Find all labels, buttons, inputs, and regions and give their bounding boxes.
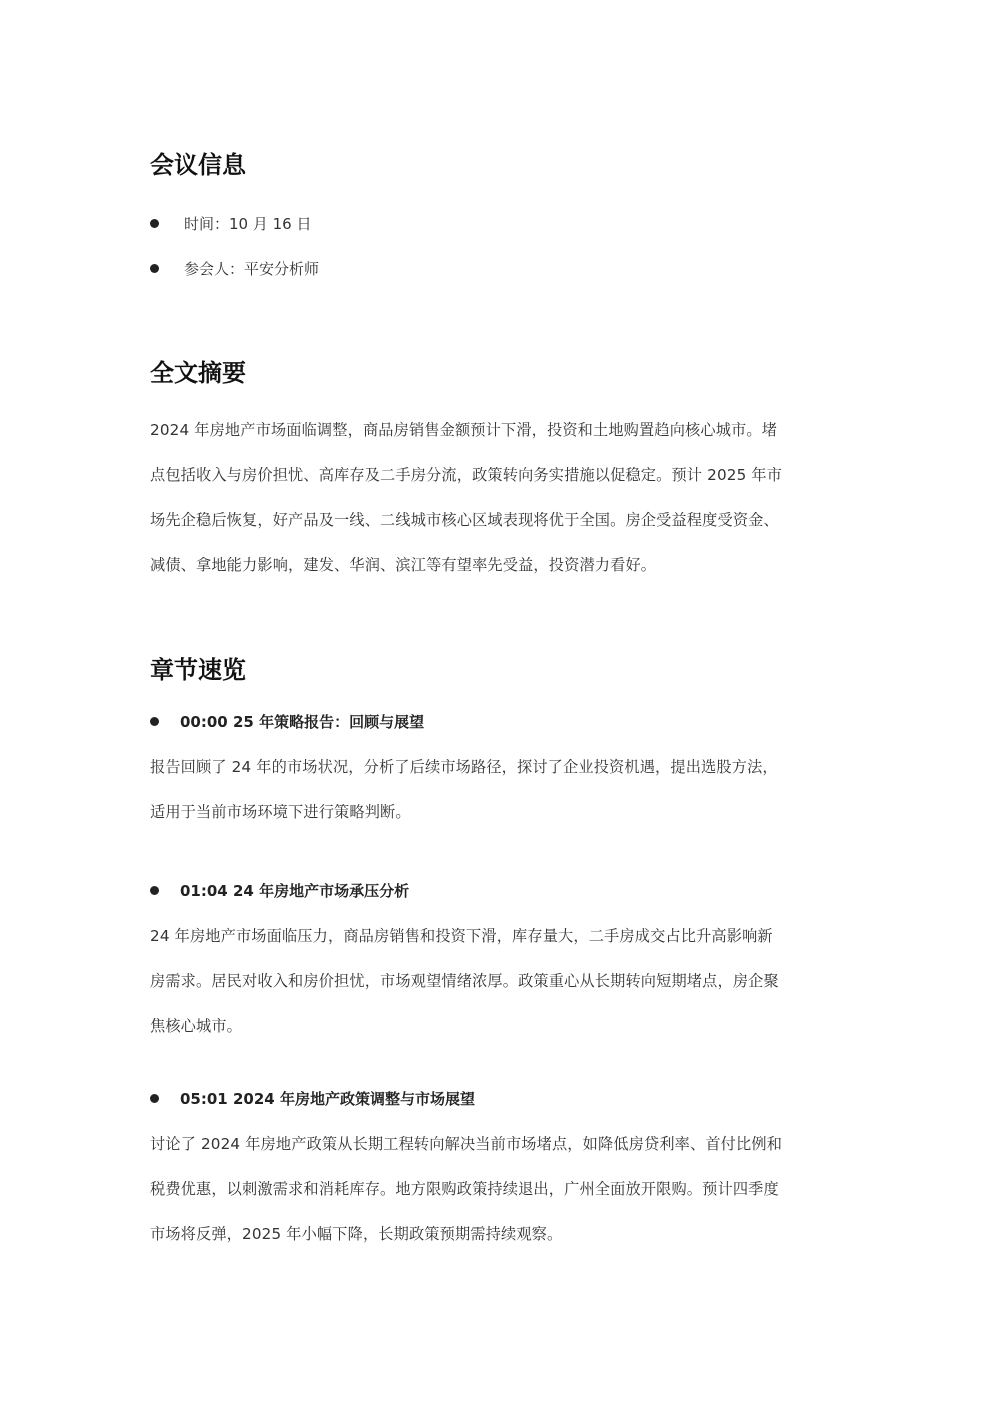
- summary-line: 减债、拿地能力影响，建发、华润、滨江等有望率先受益，投资潜力看好。: [150, 556, 657, 574]
- chapter-paragraph: [150, 1129, 850, 1264]
- chapter-heading: [150, 1086, 475, 1110]
- meeting-time-item: [150, 211, 312, 235]
- bullet-icon: [150, 886, 159, 895]
- bullet-icon: [150, 717, 159, 726]
- summary-paragraph: [150, 415, 850, 595]
- chapter-heading: [150, 878, 409, 902]
- bullet-icon: [150, 264, 159, 273]
- bullet-icon: [150, 1094, 159, 1103]
- chapter-paragraph: [150, 921, 850, 1056]
- summary-title: 全文摘要: [150, 359, 246, 387]
- chapter-line: 24 年房地产市场面临压力，商品房销售和投资下滑，库存量大，二手房成交占比升高影响新: [150, 927, 773, 945]
- meeting-info-title: 会议信息: [150, 151, 246, 179]
- chapter-line: 房需求。居民对收入和房价担忧，市场观望情绪浓厚。政策重心从长期转向短期堵点，房企聚: [150, 972, 779, 990]
- chapter-line: 税费优惠，以刺激需求和消耗库存。地方限购政策持续退出，广州全面放开限购。预计四季度: [150, 1180, 779, 1198]
- meeting-attendee-label: 参会人：: [184, 259, 245, 278]
- summary-line: 场先企稳后恢复，好产品及一线、二线城市核心区域表现将优于全国。房企受益程度受资金、: [150, 511, 779, 529]
- meeting-time-value: 10 月 16 日: [229, 214, 312, 233]
- meeting-time-text: [184, 213, 312, 234]
- bullet-icon: [150, 219, 159, 228]
- chapter-heading-text: 05:01 2024 年房地产政策调整与市场展望: [180, 1089, 475, 1108]
- chapter-heading: [150, 709, 424, 733]
- chapter-line: 报告回顾了 24 年的市场状况，分析了后续市场路径，探讨了企业投资机遇，提出选股方法，: [150, 758, 778, 776]
- meeting-attendee-value: 平安分析师: [244, 259, 320, 278]
- chapter-line: 市场将反弹，2025 年小幅下降，长期政策预期需持续观察。: [150, 1225, 563, 1243]
- chapter-line: 讨论了 2024 年房地产政策从长期工程转向解决当前市场堵点，如降低房贷利率、首付比例和: [150, 1135, 783, 1153]
- summary-line: 2024 年房地产市场面临调整，商品房销售金额预计下滑，投资和土地购置趋向核心城市。堵: [150, 421, 778, 439]
- chapter-heading-text: 01:04 24 年房地产市场承压分析: [180, 881, 410, 900]
- summary-line: 点包括收入与房价担忧、高库存及二手房分流，政策转向务实措施以促稳定。预计 2025 年市: [150, 466, 783, 484]
- meeting-attendee-item: [150, 256, 319, 280]
- meeting-attendee-text: [184, 258, 319, 279]
- chapters-title: 章节速览: [150, 656, 246, 684]
- chapter-paragraph: [150, 752, 850, 842]
- meeting-time-label: 时间：: [184, 214, 230, 233]
- chapter-line: 焦核心城市。: [150, 1017, 243, 1035]
- chapter-heading-text: 00:00 25 年策略报告：回顾与展望: [180, 712, 425, 731]
- chapter-line: 适用于当前市场环境下进行策略判断。: [150, 803, 411, 821]
